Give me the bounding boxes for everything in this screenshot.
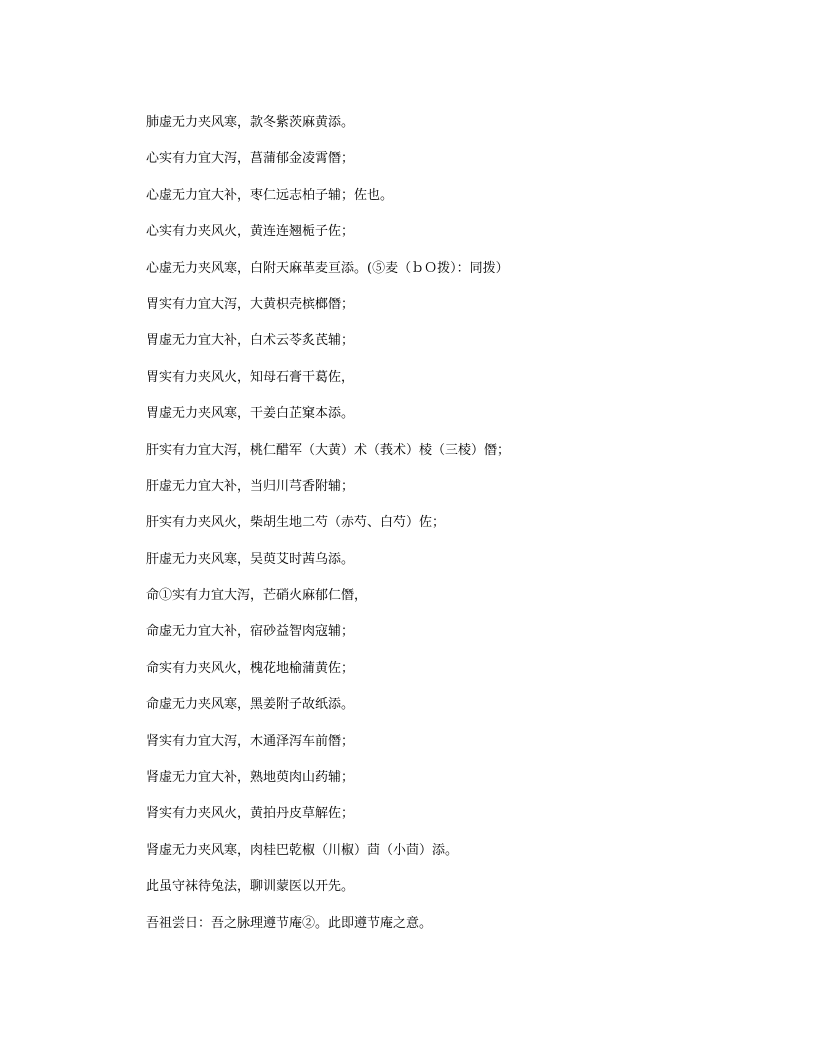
text-line: 心实有力夹风火，黄连连翘栀子佐； <box>146 224 355 240</box>
text-line: 心实有力宜大泻，菖蒲郁金凌霄僭； <box>146 151 355 167</box>
text-line: 心虚无力夹风寒，白附天麻革麦亘添。(⑤麦（ｂＯ拨）：同拨） <box>146 260 509 276</box>
text-line: 肾实有力夹风火，黄拍丹皮草解佐； <box>146 806 355 822</box>
text-line: 肺虚无力夹风寒，款冬紫茨麻黄添。 <box>146 115 355 130</box>
text-line: 肾虚无力宜大补，熟地萸肉山药辅； <box>146 770 355 786</box>
text-line: 吾祖尝日：吾之脉理遵节庵②。此即遵节庵之意。 <box>146 915 433 931</box>
text-line: 肾实有力宜大泻，木通泽泻车前僭； <box>146 733 355 749</box>
text-line: 此虽守袜待兔法，聊训蒙医以开先。 <box>146 879 355 895</box>
text-line: 胃实有力宜大泻，大黄枳壳槟榔僭； <box>146 296 355 312</box>
text-line: 命虚无力夹风寒，黑姜附子故纸添。 <box>146 697 355 713</box>
text-line: 肝虚无力宜大补，当归川芎香附辅； <box>146 478 355 494</box>
text-line: 肝虚无力夹风寒，吴萸艾时茜乌添。 <box>146 551 355 567</box>
text-line: 命实有力夹风火，槐花地榆蒲黄佐； <box>146 660 355 676</box>
text-line: 命①实有力宜大泻，芒硝火麻郁仁僭， <box>146 588 368 604</box>
text-line: 胃虚无力宜大补，白术云苓炙芪辅； <box>146 333 355 349</box>
text-line: 胃虚无力夹风寒，干姜白芷窠本添。 <box>146 406 355 422</box>
text-body <box>146 113 786 950</box>
text-line: 胃实有力夹风火，知母石膏干葛佐， <box>146 369 355 385</box>
text-line: 心虚无力宜大补，枣仁远志柏子辅；佐也。 <box>146 187 394 203</box>
text-line: 肝实有力宜大泻，桃仁醋军（大黄）术（莪术）棱（三棱）僭； <box>146 442 511 458</box>
text-line: 肾虚无力夹风寒，肉桂巴乾椒（川椒）茴（小茴）添。 <box>146 842 459 858</box>
text-line: 肝实有力夹风火，柴胡生地二芍（赤芍、白芍）佐； <box>146 515 446 531</box>
text-line: 命虚无力宜大补，宿砂益智肉寇辅； <box>146 624 355 640</box>
